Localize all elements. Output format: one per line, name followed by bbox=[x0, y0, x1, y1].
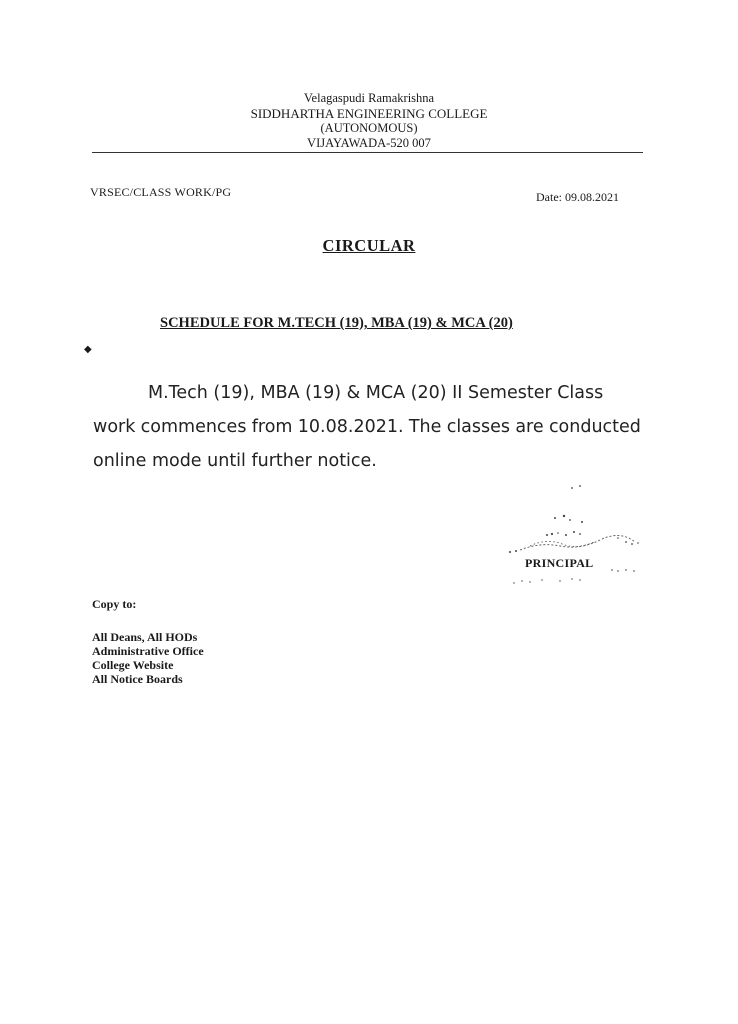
signatory-title: PRINCIPAL bbox=[525, 556, 594, 570]
subject-line: SCHEDULE FOR M.TECH (19), MBA (19) & MCA (20) bbox=[160, 315, 513, 331]
principal-stamp-signature bbox=[500, 480, 650, 590]
body-line-3: online mode until further notice. bbox=[93, 451, 377, 471]
body-word: conducted bbox=[548, 417, 641, 437]
recipient-item: College Website bbox=[92, 658, 174, 672]
circular-heading: CIRCULAR bbox=[322, 236, 416, 255]
body-word: 10.08.2021. bbox=[297, 417, 404, 437]
circular-date: Date: 09.08.2021 bbox=[536, 190, 619, 204]
recipient-list bbox=[92, 630, 204, 686]
reference-number: VRSEC/CLASS WORK/PG bbox=[90, 185, 232, 199]
copy-to-label: Copy to: bbox=[92, 597, 137, 611]
body-word: classes bbox=[446, 417, 511, 437]
header-line-1: Velagaspudi Ramakrishna bbox=[303, 91, 435, 105]
body-word: are bbox=[515, 417, 544, 437]
autonomous-label: (AUTONOMOUS) bbox=[320, 121, 418, 135]
body-word: work bbox=[93, 417, 136, 437]
recipient-item: All Notice Boards bbox=[92, 672, 183, 686]
body-word: commences bbox=[140, 417, 247, 437]
circular-body bbox=[93, 376, 641, 478]
recipient-item: All Deans, All HODs bbox=[92, 630, 198, 644]
body-word: The bbox=[408, 417, 442, 437]
body-word: from bbox=[251, 417, 293, 437]
body-line-1: M.Tech (19), MBA (19) & MCA (20) II Semester Class bbox=[148, 383, 604, 403]
body-line-2 bbox=[93, 410, 641, 444]
header-divider bbox=[92, 152, 643, 153]
recipient-item: Administrative Office bbox=[92, 644, 204, 658]
scan-speck: ◆ bbox=[84, 344, 92, 355]
college-address: VIJAYAWADA-520 007 bbox=[307, 136, 431, 150]
college-name: SIDDHARTHA ENGINEERING COLLEGE bbox=[250, 106, 488, 121]
